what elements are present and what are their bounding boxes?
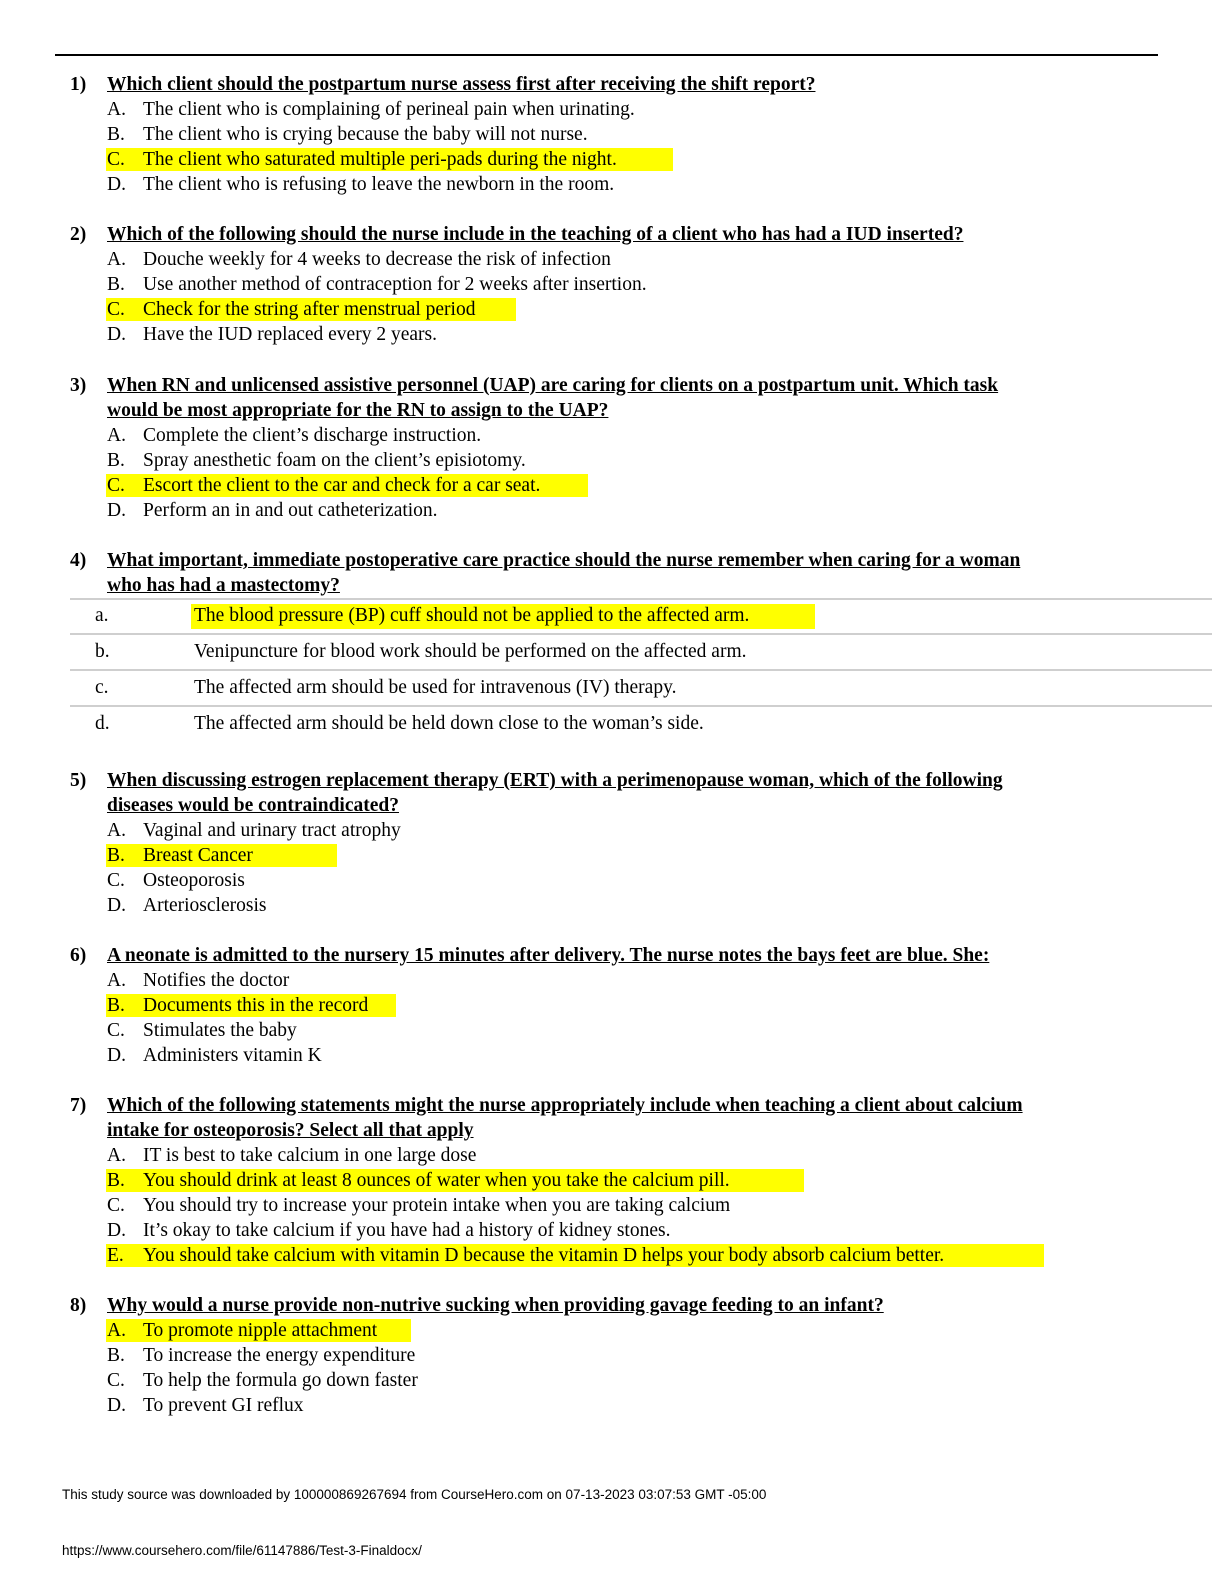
answer-option [70,968,1160,993]
option-text: You should drink at least 8 ounces of water when you take the calcium pill. [143,1170,730,1191]
answer-option [70,1018,1160,1043]
option-letter: d. [95,713,110,734]
answer-option [70,498,1160,523]
option-text: Complete the client’s discharge instruction. [143,425,482,446]
option-text: Stimulates the baby [143,1020,297,1041]
question-1 [70,72,1160,197]
option-letter: D. [107,174,126,195]
option-letter: B. [107,124,125,145]
question-3 [70,373,1160,523]
option-letter: B. [107,845,125,866]
option-letter: D. [107,324,126,345]
answer-table [70,598,1212,742]
top-rule [55,54,1158,56]
answer-option-highlighted [70,1168,1160,1193]
question-2 [70,222,1160,347]
question-text-continued: who has had a mastectomy? [107,575,340,596]
option-letter: C. [107,1370,125,1391]
option-letter: B. [107,1170,125,1191]
question-text: Which of the following should the nurse include in the teaching of a client who has had a IUD inserted? [107,224,964,245]
answer-option-highlighted [70,297,1160,322]
option-letter: C. [107,870,125,891]
question-text: When RN and unlicensed assistive personnel (UAP) are caring for clients on a postpartum unit. Which task [107,375,999,396]
answer-option [70,448,1160,473]
option-text: Osteoporosis [143,870,245,891]
option-text: The blood pressure (BP) cuff should not be applied to the affected arm. [194,605,750,626]
option-letter: A. [107,1145,126,1166]
option-text: Have the IUD replaced every 2 years. [143,324,437,345]
answer-option [70,172,1160,197]
option-text: You should take calcium with vitamin D because the vitamin D helps your body absorb calcium better. [143,1245,945,1266]
option-text: The client who is complaining of perineal pain when urinating. [143,99,635,120]
question-text-continued: diseases would be contraindicated? [107,795,399,816]
option-letter: A. [107,249,126,270]
question-number: 6) [70,945,87,966]
option-text: Use another method of contraception for 2 weeks after insertion. [143,274,647,295]
question-6 [70,943,1160,1068]
option-text: Notifies the doctor [143,970,290,991]
option-letter: D. [107,1220,126,1241]
option-text: Venipuncture for blood work should be performed on the affected arm. [194,641,747,662]
option-letter: A. [107,1320,126,1341]
option-text: The client who is crying because the baby will not nurse. [143,124,588,145]
question-text: When discussing estrogen replacement therapy (ERT) with a perimenopause woman, which of the following [107,770,1003,791]
answer-option [70,97,1160,122]
answer-option [70,818,1160,843]
option-text: Breast Cancer [143,845,253,866]
option-text: To prevent GI reflux [143,1395,304,1416]
question-number: 7) [70,1095,87,1116]
option-letter: C. [107,149,125,170]
question-text: Why would a nurse provide non-nutrive sucking when providing gavage feeding to an infant? [107,1295,884,1316]
question-number: 2) [70,224,87,245]
answer-option-highlighted [70,1243,1160,1268]
option-text: To help the formula go down faster [143,1370,418,1391]
option-text: Check for the string after menstrual period [143,299,476,320]
question-number: 1) [70,74,87,95]
question-text-continued: intake for osteoporosis? Select all that apply [107,1120,474,1141]
table-row-highlighted [70,598,1212,634]
download-notice: This study source was downloaded by 100000869267694 from CourseHero.com on 07-13-2023 03:07:53 GMT -05:00 [62,1487,767,1502]
question-text: Which of the following statements might the nurse appropriately include when teaching a client about calcium [107,1095,1023,1116]
option-letter: b. [95,641,110,662]
answer-option-highlighted [70,473,1160,498]
option-letter: B. [107,1345,125,1366]
question-5 [70,768,1160,918]
option-letter: C. [107,1195,125,1216]
question-number: 4) [70,550,87,571]
question-text: A neonate is admitted to the nursery 15 minutes after delivery. The nurse notes the bays feet are blue. She: [107,945,990,966]
option-letter: D. [107,895,126,916]
answer-option [70,1143,1160,1168]
question-number: 5) [70,770,87,791]
option-text: The client who is refusing to leave the newborn in the room. [143,174,615,195]
option-text: IT is best to take calcium in one large dose [143,1145,477,1166]
answer-option [70,868,1160,893]
option-text: Arteriosclerosis [143,895,267,916]
answer-option [70,1193,1160,1218]
answer-option [70,1218,1160,1243]
answer-option [70,122,1160,147]
option-text: Vaginal and urinary tract atrophy [143,820,401,841]
option-text: It’s okay to take calcium if you have had a history of kidney stones. [143,1220,671,1241]
answer-option [70,893,1160,918]
question-number: 8) [70,1295,87,1316]
option-letter: C. [107,299,125,320]
question-4 [70,548,1160,598]
question-text: Which client should the postpartum nurse assess first after receiving the shift report? [107,74,816,95]
table-row [70,706,1212,742]
option-letter: D. [107,500,126,521]
option-text: To promote nipple attachment [143,1320,378,1341]
source-url-link[interactable]: https://www.coursehero.com/file/61147886/Test-3-Finaldocx/ [62,1543,422,1558]
option-text: Escort the client to the car and check for a car seat. [143,475,541,496]
option-letter: a. [95,605,109,626]
option-letter: E. [107,1245,124,1266]
option-letter: C. [107,475,125,496]
question-number: 3) [70,375,87,396]
answer-option [70,322,1160,347]
answer-option-highlighted [70,993,1160,1018]
option-text: Perform an in and out catheterization. [143,500,438,521]
question-text-continued: would be most appropriate for the RN to assign to the UAP? [107,400,609,421]
answer-option [70,1368,1160,1393]
option-letter: A. [107,99,126,120]
table-row [70,634,1212,670]
answer-option [70,423,1160,448]
question-text: What important, immediate postoperative care practice should the nurse remember when caring for a woman [107,550,1021,571]
option-text: Documents this in the record [143,995,369,1016]
answer-option-highlighted [70,843,1160,868]
option-letter: C. [107,1020,125,1041]
answer-option [70,1393,1160,1418]
option-letter: A. [107,820,126,841]
answer-option-highlighted [70,147,1160,172]
question-7 [70,1093,1160,1268]
option-letter: B. [107,995,125,1016]
answer-option-highlighted [70,1318,1160,1343]
option-letter: A. [107,425,126,446]
option-letter: B. [107,450,125,471]
option-letter: c. [95,677,109,698]
option-text: The affected arm should be held down close to the woman’s side. [194,713,704,734]
option-text: The client who saturated multiple peri-pads during the night. [143,149,617,170]
option-text: To increase the energy expenditure [143,1345,416,1366]
option-text: Administers vitamin K [143,1045,322,1066]
option-letter: D. [107,1045,126,1066]
option-text: The affected arm should be used for intravenous (IV) therapy. [194,677,677,698]
option-text: Spray anesthetic foam on the client’s episiotomy. [143,450,526,471]
answer-option [70,1043,1160,1068]
answer-option [70,272,1160,297]
answer-option [70,247,1160,272]
answer-option [70,1343,1160,1368]
option-text: You should try to increase your protein intake when you are taking calcium [143,1195,731,1216]
table-row [70,670,1212,706]
question-8 [70,1293,1160,1418]
option-letter: A. [107,970,126,991]
option-letter: D. [107,1395,126,1416]
option-letter: B. [107,274,125,295]
option-text: Douche weekly for 4 weeks to decrease the risk of infection [143,249,611,270]
